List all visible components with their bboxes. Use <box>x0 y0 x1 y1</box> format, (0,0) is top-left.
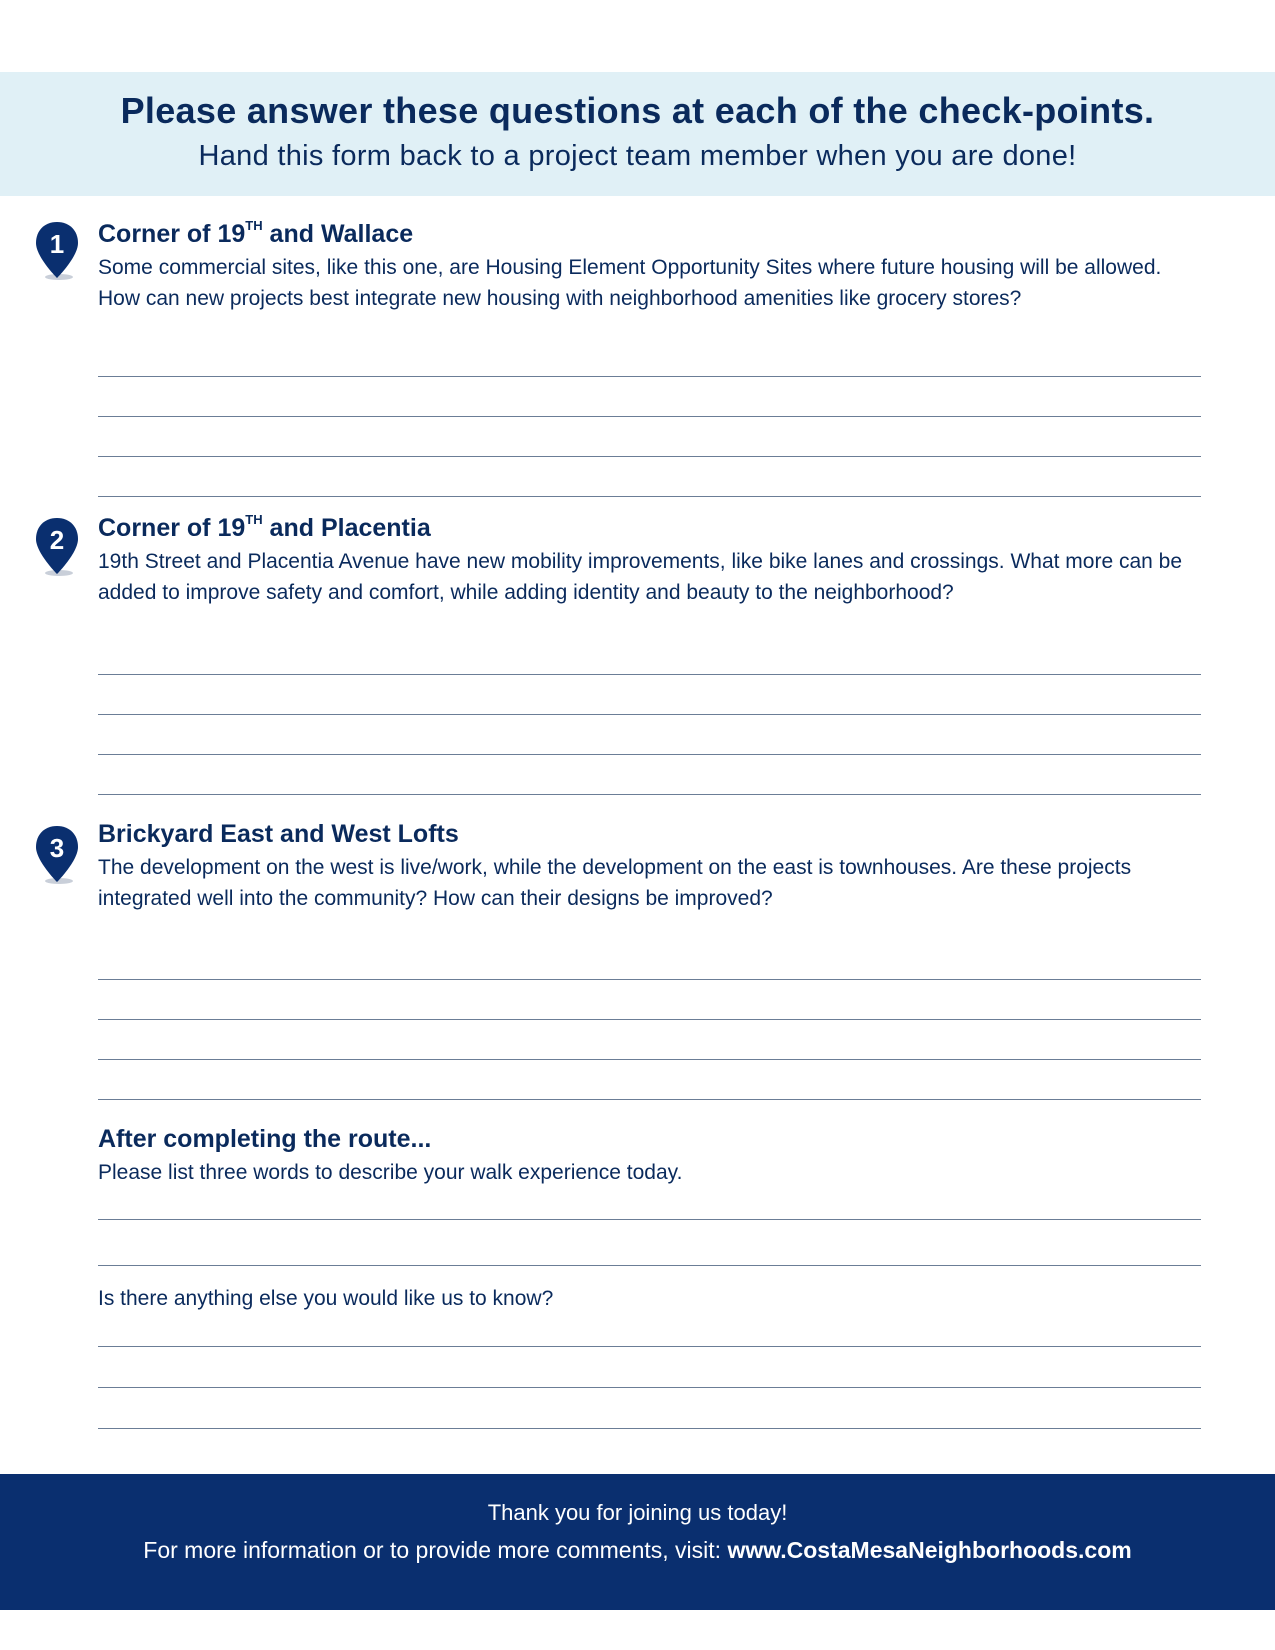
pin-number: 3 <box>49 833 65 863</box>
answer-line[interactable] <box>98 1387 1201 1388</box>
answer-line[interactable] <box>98 674 1201 675</box>
question-1-title: Corner of 19TH and Wallace <box>98 217 414 248</box>
answer-line[interactable] <box>98 1099 1201 1100</box>
question-2-title: Corner of 19TH and Placentia <box>98 511 431 542</box>
answer-line[interactable] <box>98 456 1201 457</box>
answer-line[interactable] <box>98 496 1201 497</box>
footer-thanks: Thank you for joining us today! <box>487 1500 788 1525</box>
pin-number: 2 <box>49 525 65 555</box>
answer-line[interactable] <box>98 794 1201 795</box>
pin-number: 1 <box>49 229 65 259</box>
question-3-text: The development on the west is live/work, while the development on the east is townhouses. Are these projects integrated well into the community? How can their designs be improved? <box>98 856 1132 910</box>
after-route-prompt-comments: Is there anything else you would like us to know? <box>98 1287 554 1310</box>
answer-line[interactable] <box>98 754 1201 755</box>
map-pin-icon <box>34 824 80 886</box>
answer-line[interactable] <box>98 1019 1201 1020</box>
answer-line[interactable] <box>98 1265 1201 1266</box>
answer-line[interactable] <box>98 1428 1201 1429</box>
map-pin-icon <box>34 516 80 578</box>
page-title: Please answer these questions at each of the check-points. <box>120 90 1155 131</box>
question-3-title: Brickyard East and West Lofts <box>98 820 459 848</box>
answer-line[interactable] <box>98 714 1201 715</box>
answer-line[interactable] <box>98 979 1201 980</box>
website-link[interactable]: www.CostaMesaNeighborhoods.com <box>727 1537 1132 1563</box>
question-1-text: Some commercial sites, like this one, are Housing Element Opportunity Sites where future housing will be allowed. How can new projects best integrate new housing with neighborhood amenities like grocery stores? <box>98 256 1162 310</box>
answer-line[interactable] <box>98 416 1201 417</box>
page-subtitle: Hand this form back to a project team member when you are done! <box>198 140 1077 172</box>
answer-line[interactable] <box>98 376 1201 377</box>
footer-info: For more information or to provide more comments, visit: www.CostaMesaNeighborhoods.com <box>143 1537 1132 1563</box>
map-pin-icon <box>34 220 80 282</box>
question-2-text: 19th Street and Placentia Avenue have new mobility improvements, like bike lanes and crossings. What more can be added to improve safety and comfort, while adding identity and beauty to the neighborhood? <box>98 550 1183 604</box>
answer-line[interactable] <box>98 1059 1201 1060</box>
answer-line[interactable] <box>98 1346 1201 1347</box>
after-route-prompt-words: Please list three words to describe your walk experience today. <box>98 1161 683 1184</box>
answer-line[interactable] <box>98 1219 1201 1220</box>
after-route-title: After completing the route... <box>98 1125 432 1153</box>
